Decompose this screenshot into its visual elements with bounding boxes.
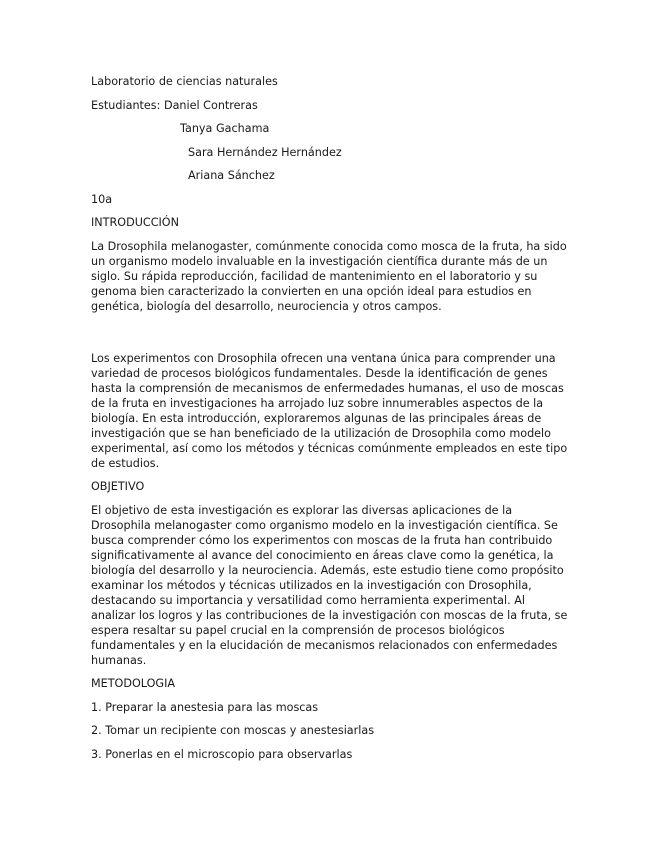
student-name: Sara Hernández Hernández — [188, 145, 342, 159]
grade: 10a — [91, 192, 113, 206]
methodology-heading: METODOLOGIA — [91, 677, 176, 690]
student-name: Ariana Sánchez — [188, 169, 275, 182]
methodology-step: 1. Preparar la anestesia para las moscas — [91, 700, 319, 714]
objective-heading: OBJETIVO — [91, 480, 145, 493]
methodology-step: 3. Ponerlas en el microscopio para observarlas — [91, 747, 353, 761]
students-line: Estudiantes: Daniel Contreras — [91, 98, 258, 112]
intro-heading: INTRODUCCIÓN — [91, 216, 179, 229]
lab-title: Laboratorio de ciencias naturales — [91, 75, 278, 88]
methodology-step: 2. Tomar un recipiente con moscas y anestesiarlas — [91, 724, 375, 737]
intro-paragraph-2: Los experimentos con Drosophila ofrecen una ventana única para comprender una variedad de procesos biológicos fundamentales. Desde la identificación de genes hasta la comprensión de mecanismos de enfermedades humanas, el uso de moscas de la fruta en investigaciones ha arrojado luz sobre innumerables aspectos de la biología. En esta introducción, exploraremos algunas de las principales áreas de investigación que se han beneficiado de la utilización de Drosophila como modelo experimental, así como los métodos y técnicas comúnmente empleados en este tipo de estudios. — [91, 351, 568, 470]
document-page — [91, 74, 571, 770]
student-name: Tanya Gachama — [180, 122, 270, 135]
intro-paragraph-1: La Drosophila melanogaster, comúnmente conocida como mosca de la fruta, ha sido un organismo modelo invaluable en la investigación científica durante más de un siglo. Su rápida reproducción, facilidad de mantenimiento en el laboratorio y su genoma bien caracterizado la convierten en una opción ideal para estudios en genética, biología del desarrollo, neurociencia y otros campos. — [91, 239, 567, 313]
objective-paragraph: El objetivo de esta investigación es explorar las diversas aplicaciones de la Drosophila melanogaster como organismo modelo en la investigación científica. Se busca comprender cómo los experimentos con moscas de la fruta han contribuido significativamente al avance del conocimiento en áreas clave como la genética, la biología del desarrollo y la neurociencia. Además, este estudio tiene como propósito examinar los métodos y técnicas utilizados en la investigación con Drosophila, destacando su importancia y versatilidad como herramienta experimental. Al analizar los logros y las contribuciones de la investigación con moscas de la fruta, se espera resaltar su papel crucial en la comprensión de procesos biológicos fundamentales y en la elucidación de mecanismos relacionados con enfermedades humanas. — [91, 503, 568, 667]
